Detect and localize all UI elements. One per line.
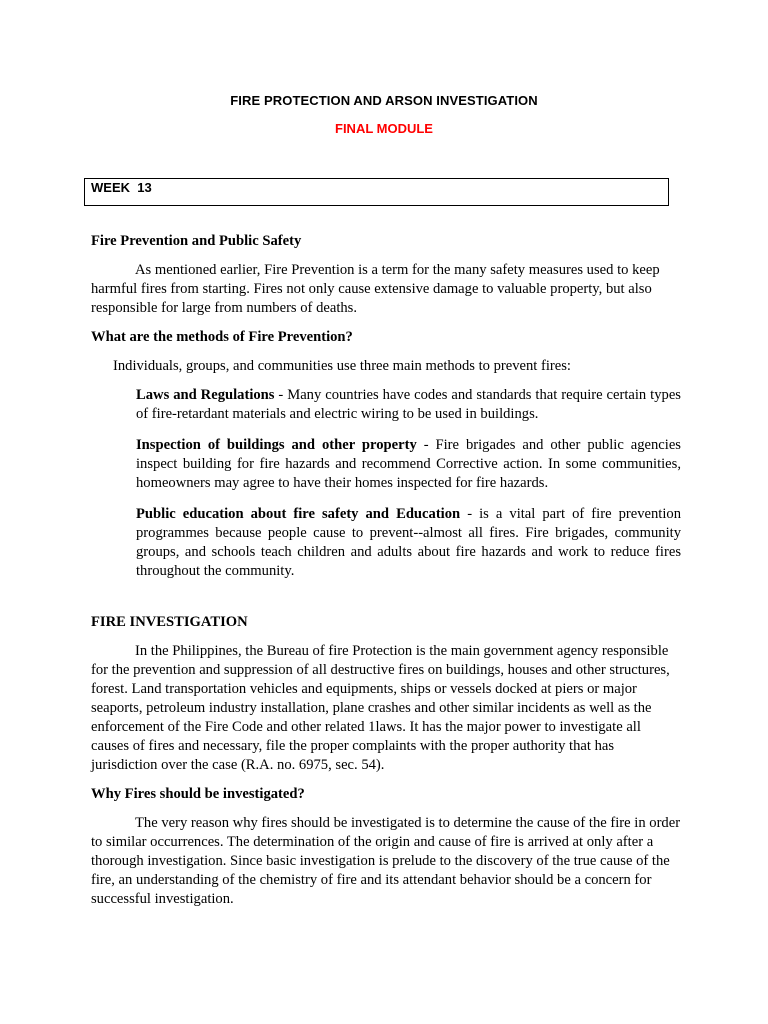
section-heading-fire-investigation: FIRE INVESTIGATION xyxy=(91,614,248,630)
method-text: - Many countries have codes and standards that require certain types of fire-retardant materials and electric wiring to be used in buildings. xyxy=(136,387,681,422)
method-item xyxy=(136,386,681,424)
document-body xyxy=(91,232,681,919)
module-subtitle: FINAL MODULE xyxy=(335,121,433,136)
paragraph-why-investigate: The very reason why fires should be investigated is to determine the cause of the fire in order to similar occurrences. The determination of the origin and cause of fire is arrived at only after a thorough investigation. Since basic investigation is prelude to the discovery of the true cause of the fire, an understanding of the chemistry of fire and its attendant behavior should be a concern for successful investigation. xyxy=(91,815,681,907)
methods-intro: Individuals, groups, and communities use three main methods to prevent fires: xyxy=(113,358,571,374)
method-item xyxy=(136,505,681,581)
question-methods: What are the methods of Fire Prevention? xyxy=(91,329,353,345)
section-heading-fire-prevention: Fire Prevention and Public Safety xyxy=(91,233,302,249)
method-text: - Fire brigades and other public agencies inspect building for fire hazards and recommend Corrective action. In some communities, homeowners may agree to have their homes inspected for fire hazards. xyxy=(136,437,681,491)
week-label: WEEK 13 xyxy=(91,180,152,195)
method-term: Laws and Regulations xyxy=(136,387,275,403)
method-item xyxy=(136,436,681,493)
question-why-investigate: Why Fires should be investigated? xyxy=(91,786,305,802)
paragraph-fire-prevention: As mentioned earlier, Fire Prevention is a term for the many safety measures used to keep harmful fires from starting. Fires not only cause extensive damage to valuable property, but also responsible for large from numbers of deaths. xyxy=(91,262,660,316)
week-box xyxy=(84,178,669,206)
paragraph-fire-investigation: In the Philippines, the Bureau of fire Protection is the main government agency responsible for the prevention and suppression of all destructive fires on buildings, houses and other structures, forest. Land transportation vehicles and equipments, ships or vessels docked at piers or major seaports, petroleum industry installation, plane crashes and other similar incidents as well as the enforcement of the Fire Code and other related 1laws. It has the major power to investigate all causes of fires and necessary, file the proper complaints with the proper authority that has jurisdiction over the case (R.A. no. 6975, sec. 54). xyxy=(91,643,670,773)
method-term: Inspection of buildings and other property xyxy=(136,437,417,453)
document-title: FIRE PROTECTION AND ARSON INVESTIGATION xyxy=(230,93,538,108)
method-term: Public education about fire safety and Education xyxy=(136,506,461,522)
method-text: - is a vital part of fire prevention programmes because people cause to prevent--almost all fires. Fire brigades, community groups, and schools teach children and adults about fire hazards and work to reduce fires throughout the community. xyxy=(136,506,682,579)
